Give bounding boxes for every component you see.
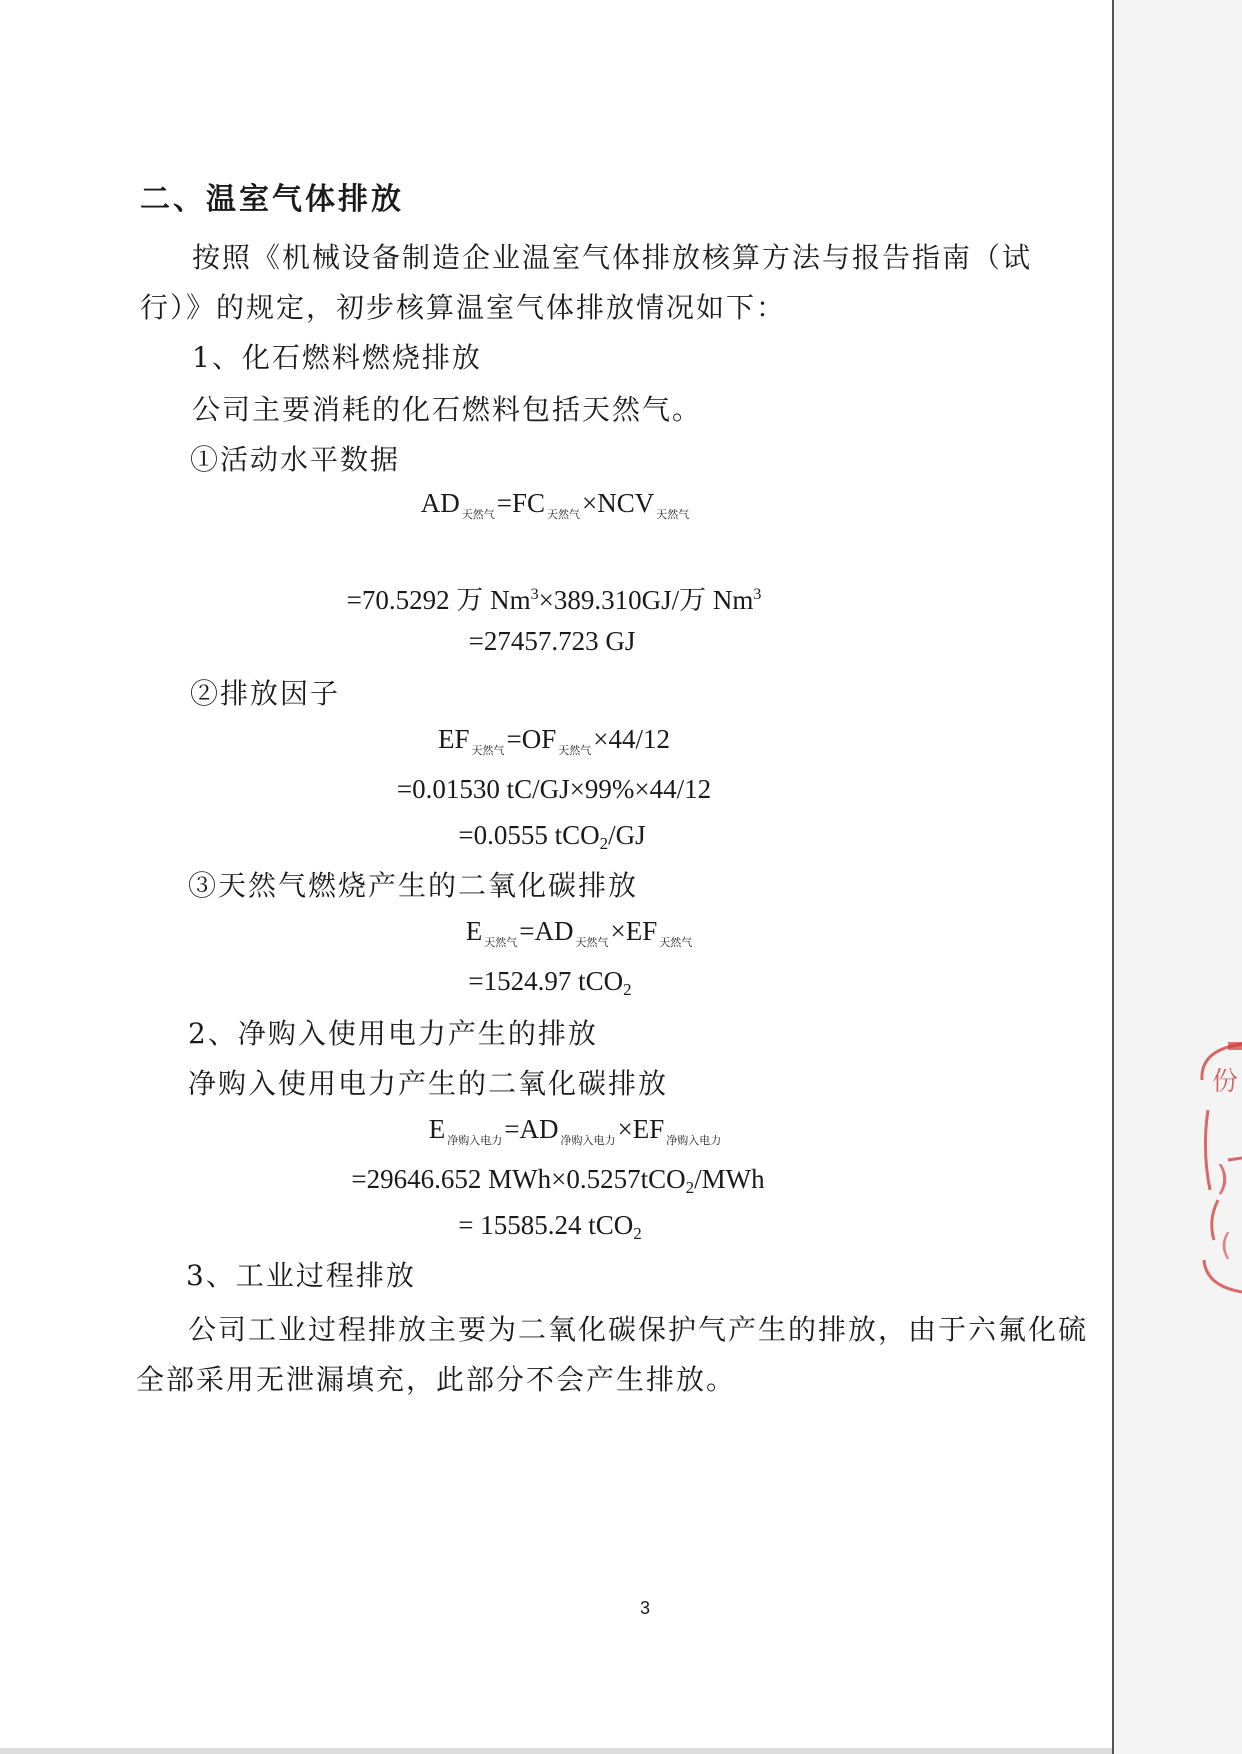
el-ad-term: =AD <box>504 1114 559 1144</box>
el-calc-sub: 2 <box>685 1178 695 1197</box>
e-gas-result <box>468 966 631 1000</box>
subsection-2-title: 2、净购入使用电力产生的排放 <box>188 1017 598 1050</box>
el-calc-part-1: =29646.652 MWh×0.5257tCO <box>351 1164 686 1194</box>
el-calc-part-2: /MWh <box>694 1164 765 1194</box>
ef-symbol: EF <box>438 724 470 754</box>
ef-result-part-1: =0.0555 tCO <box>458 820 600 850</box>
ef-result-sub: 2 <box>599 834 609 853</box>
e-gas-formula <box>466 916 694 950</box>
e-ef-term: ×EF <box>610 916 658 946</box>
emission-factor-title: ②排放因子 <box>190 677 341 710</box>
e-elec-calculation <box>351 1164 764 1198</box>
ef-result <box>458 820 645 854</box>
el-result-text: = 15585.24 tCO <box>458 1210 634 1240</box>
ef-calculation: =0.01530 tC/GJ×99%×44/12 <box>396 774 712 804</box>
ef-subscript: 天然气 <box>471 745 505 757</box>
e-elec-result <box>458 1210 642 1244</box>
ad-calc-part-1: =70.5292 万 Nm <box>346 585 531 615</box>
e-ef-subscript: 天然气 <box>659 937 693 949</box>
section-heading: 二、温室气体排放 <box>140 182 404 217</box>
scan-bottom-strip <box>0 1748 1112 1754</box>
intro-text-line-2: 行）》的规定，初步核算温室气体排放情况如下： <box>140 291 787 324</box>
ncv-subscript: 天然气 <box>656 509 690 521</box>
e-subscript: 天然气 <box>484 937 518 949</box>
ad-subscript: 天然气 <box>461 509 495 521</box>
subsection-1-title: 1、化石燃料燃烧排放 <box>192 341 482 374</box>
el-e-subscript: 净购入电力 <box>447 1135 503 1147</box>
subsection-1-text: 公司主要消耗的化石燃料包括天然气。 <box>192 393 703 426</box>
ad-calc-sup-1: 3 <box>530 586 539 603</box>
ncv-term: ×NCV <box>582 488 655 518</box>
fc-subscript: 天然气 <box>547 509 581 521</box>
el-ef-term: ×EF <box>617 1114 665 1144</box>
of-term: =OF <box>506 724 557 754</box>
ef-ratio: ×44/12 <box>593 724 670 754</box>
of-subscript: 天然气 <box>558 745 592 757</box>
ad-calculation <box>347 578 762 617</box>
el-e-symbol: E <box>428 1114 446 1144</box>
gas-emission-title: ③天然气燃烧产生的二氧化碳排放 <box>188 869 639 902</box>
el-ef-subscript: 净购入电力 <box>666 1135 722 1147</box>
e-elec-formula <box>429 1114 723 1148</box>
scan-margin <box>1114 0 1242 1754</box>
el-result-sub: 2 <box>633 1224 642 1243</box>
seal-fragment-text: 份 <box>1212 1067 1239 1097</box>
ad-formula <box>421 488 692 522</box>
svg-text:(: ( <box>1220 1228 1232 1263</box>
ad-result: =27457.723 GJ <box>468 626 636 656</box>
company-seal-fragment <box>1198 1040 1242 1300</box>
subsection-3-title: 3、工业过程排放 <box>186 1259 416 1292</box>
ad-symbol: AD <box>420 488 460 518</box>
ad-calc-part-2: ×389.310GJ/万 Nm <box>538 585 754 615</box>
e-symbol: E <box>465 916 483 946</box>
e-ad-term: =AD <box>519 916 574 946</box>
e-gas-result-sub: 2 <box>623 980 632 999</box>
el-ad-subscript: 净购入电力 <box>560 1135 616 1147</box>
ad-calc-sup-2: 3 <box>753 586 762 603</box>
fc-term: =FC <box>496 488 546 518</box>
e-gas-result-text: =1524.97 tCO <box>468 966 624 996</box>
e-ad-subscript: 天然气 <box>575 937 609 949</box>
subsection-2-text: 净购入使用电力产生的二氧化碳排放 <box>188 1067 669 1100</box>
svg-text:): ) <box>1216 1159 1230 1199</box>
page-number: 3 <box>640 1598 651 1618</box>
activity-data-title: ①活动水平数据 <box>190 443 401 476</box>
ef-formula <box>438 724 670 758</box>
intro-text-line-1: 按照《机械设备制造企业温室气体排放核算方法与报告指南（试 <box>192 241 1033 274</box>
ef-result-part-2: /GJ <box>608 820 646 850</box>
subsection-3-text-line-2: 全部采用无泄漏填充，此部分不会产生排放。 <box>136 1363 737 1396</box>
subsection-3-text-line-1: 公司工业过程排放主要为二氧化碳保护气产生的排放，由于六氟化硫 <box>188 1313 1089 1346</box>
